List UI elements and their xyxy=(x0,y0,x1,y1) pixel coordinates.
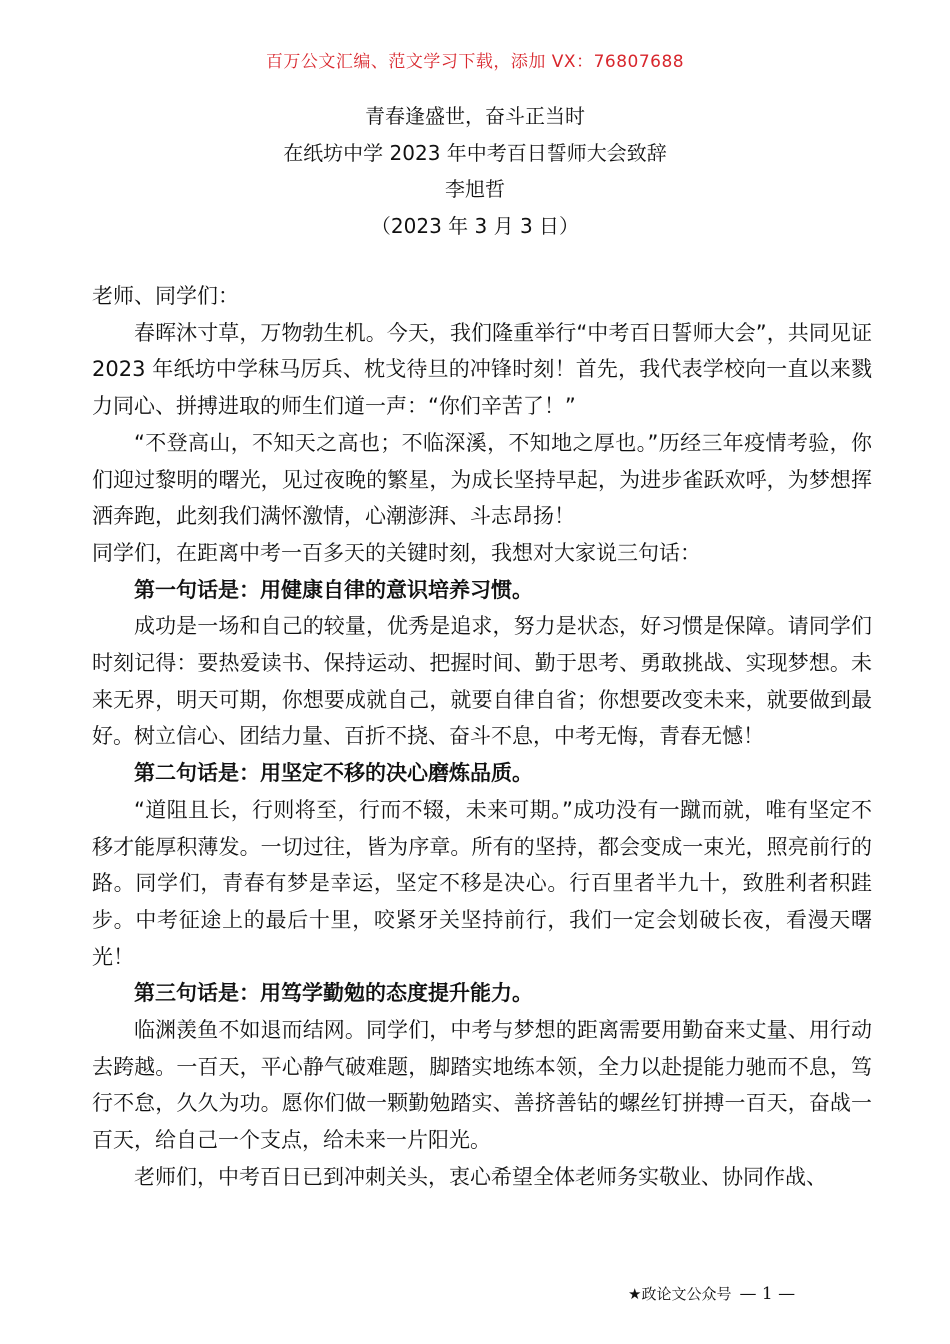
paragraph-teachers: 老师们，中考百日已到冲刺关头，衷心希望全体老师务实敬业、协同作战、 xyxy=(134,1164,827,1189)
page-number: — 1 — xyxy=(739,1284,796,1304)
paragraph-third-point: 临渊羡鱼不如退而结网。同学们，中考与梦想的距离需要用勤奋来丈量、用行动去跨越。一百天，平心静气破难题，脚踏实地练本领，全力以赴提能力驰而不息，笃行不怠，久久为功。愿你们做一颗勤勉踏实、善挤善钻的螺丝钉拼搏一百天，奋战一百天，给自己一个支点，给未来一片阳光。 xyxy=(92,1018,872,1153)
footer-source: ★政论文公众号 xyxy=(628,1285,732,1303)
heading-second-point: 第二句话是：用坚定不移的决心磨炼品质。 xyxy=(134,761,533,786)
heading-first-point: 第一句话是：用健康自律的意识培养习惯。 xyxy=(134,577,533,602)
paragraph-opening: 春晖沐寸草，万物勃生机。今天，我们隆重举行“中考百日誓师大会”，共同见证 2023 年纸坊中学秣马厉兵、枕戈待旦的冲锋时刻！首先，我代表学校向一直以来戮力同心、拼搏进取的师生们道一声：“你们辛苦了！” xyxy=(92,320,872,419)
main-title: 青春逢盛世，奋斗正当时 xyxy=(365,104,585,128)
title-block xyxy=(0,98,950,244)
salutation: 老师、同学们： xyxy=(92,284,239,308)
paragraph-first-point: 成功是一场和自己的较量，优秀是追求，努力是状态，好习惯是保障。请同学们时刻记得：要热爱读书、保持运动、把握时间、勤于思考、勇敢挑战、实现梦想。未来无界，明天可期，你想要成就自己，就要自律自省；你想要改变未来，就要做到最好。树立信心、团结力量、百折不挠、奋斗不息，中考无悔，青春无憾！ xyxy=(92,614,872,749)
page-footer xyxy=(628,1283,795,1304)
paragraph-quote: “不登高山，不知天之高也；不临深溪，不知地之厚也。”历经三年疫情考验，你们迎过黎明的曙光，见过夜晚的繁星，为成长坚持早起，为进步雀跃欢呼，为梦想挥洒奔跑，此刻我们满怀激情，心潮澎湃、斗志昂扬！ xyxy=(92,430,872,529)
speech-date: （2023 年 3 月 3 日） xyxy=(370,213,580,238)
watermark-header: 百万公文汇编、范文学习下载，添加 VX：76807688 xyxy=(265,52,685,72)
subtitle: 在纸坊中学 2023 年中考百日誓师大会致辞 xyxy=(283,140,667,165)
paragraph-second-point: “道阻且长，行则将至，行而不辍，未来可期。”成功没有一蹴而就，唯有坚定不移才能厚积薄发。一切过往，皆为序章。所有的坚持，都会变成一束光，照亮前行的路。同学们，青春有梦是幸运，坚定不移是决心。行百里者半九十，致胜利者积跬步。中考征途上的最后十里，咬紧牙关坚持前行，我们一定会划破长夜，看漫天曙光！ xyxy=(92,797,872,969)
heading-third-point: 第三句话是：用笃学勤勉的态度提升能力。 xyxy=(134,981,533,1006)
author-name: 李旭哲 xyxy=(445,177,505,201)
speech-body xyxy=(92,278,872,1196)
paragraph-intro-three: 同学们，在距离中考一百多天的关键时刻，我想对大家说三句话： xyxy=(92,540,701,565)
